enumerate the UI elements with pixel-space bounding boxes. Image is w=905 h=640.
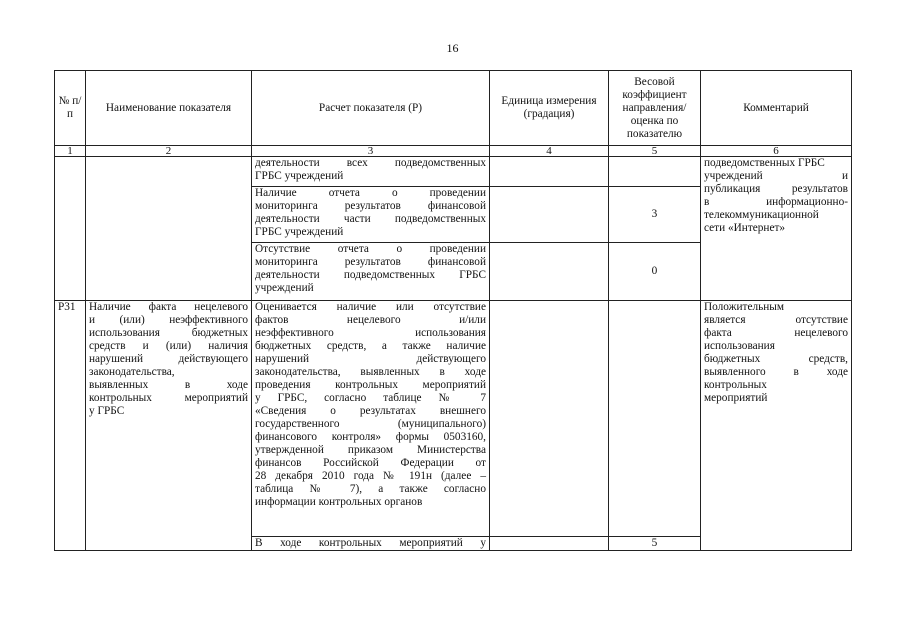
calc-cell xyxy=(252,301,490,537)
header-num: № п/п xyxy=(55,71,86,146)
text-line: использования бюджетных xyxy=(89,327,248,339)
unit-cell xyxy=(490,187,609,243)
text-line: законодательства, выявленных в ходе xyxy=(255,366,486,378)
name-cell xyxy=(86,301,252,551)
text-line: ГРБС учреждений xyxy=(255,226,344,238)
text-line: законодательства, xyxy=(89,366,175,378)
header-comment: Комментарий xyxy=(701,71,852,146)
column-number-row xyxy=(55,146,852,157)
text-line: деятельности всех подведомственных xyxy=(255,157,486,169)
calc-cell xyxy=(252,187,490,243)
header-name: Наименование показателя xyxy=(86,71,252,146)
col-number: 3 xyxy=(252,146,490,157)
text-line: таблица № 7), а также согласно xyxy=(255,483,486,495)
text-line: контрольных xyxy=(704,379,767,391)
text-line: нарушений действующего xyxy=(89,353,248,365)
text-line: является отсутствие xyxy=(704,314,848,326)
comment-cell xyxy=(701,157,852,301)
text-line: бюджетных средств, xyxy=(704,353,848,365)
score-cell xyxy=(609,157,701,187)
header-calc: Расчет показателя (Р) xyxy=(252,71,490,146)
text-line: Отсутствие отчета о проведении xyxy=(255,243,486,255)
header-weight: Весовой коэффициент направления/ оценка по показателю xyxy=(609,71,701,146)
col-number: 6 xyxy=(701,146,852,157)
calc-cell xyxy=(252,537,490,551)
col-number: 2 xyxy=(86,146,252,157)
name-cell-empty xyxy=(86,157,252,301)
text-line: нарушений действующего xyxy=(255,353,486,365)
score-cell: 0 xyxy=(609,243,701,301)
text-line: мониторинга результатов финансовой xyxy=(255,256,486,268)
header-row xyxy=(55,71,852,146)
text-line: сети «Интернет» xyxy=(704,222,786,234)
col-number: 4 xyxy=(490,146,609,157)
text-line: контрольных мероприятий xyxy=(89,392,248,404)
col-number: 5 xyxy=(609,146,701,157)
text-line: деятельности подведомственных ГРБС xyxy=(255,269,486,281)
unit-cell xyxy=(490,301,609,537)
text-line: мероприятий xyxy=(704,392,768,404)
text-line: деятельности части подведомственных xyxy=(255,213,486,225)
text-line: Наличие отчета о проведении xyxy=(255,187,486,199)
text-line: Оценивается наличие или отсутствие xyxy=(255,301,486,313)
text-line: информации контрольных органов xyxy=(255,496,423,508)
text-line: 28 декабря 2010 года № 191н (далее – xyxy=(255,470,486,482)
unit-cell xyxy=(490,537,609,551)
text-line: факта нецелевого xyxy=(704,327,848,339)
score-cell: 3 xyxy=(609,187,701,243)
text-line: публикация результатов xyxy=(704,183,848,195)
text-line: Наличие факта нецелевого xyxy=(89,301,248,313)
text-line: ГРБС учреждений xyxy=(255,170,344,182)
table-row xyxy=(55,157,852,187)
text-line: мониторинга результатов финансовой xyxy=(255,200,486,212)
calc-cell xyxy=(252,157,490,187)
text-line: в информационно- xyxy=(704,196,848,208)
text-line: использования xyxy=(704,340,775,352)
text-line: учреждений xyxy=(255,282,314,294)
text-line: телекоммуникационной xyxy=(704,209,819,221)
unit-cell xyxy=(490,157,609,187)
text-line: утвержденной приказом Министерства xyxy=(255,444,486,456)
num-cell-empty xyxy=(55,157,86,301)
calc-cell xyxy=(252,243,490,301)
text-line: проведения контрольных мероприятий xyxy=(255,379,486,391)
text-line: у ГРБС, согласно таблице № 7 xyxy=(255,392,486,404)
col-number: 1 xyxy=(55,146,86,157)
text-line: «Сведения о результатах внешнего xyxy=(255,405,486,417)
text-line: бюджетных средств, а также наличие xyxy=(255,340,486,352)
score-cell: 5 xyxy=(609,537,701,551)
score-cell xyxy=(609,301,701,537)
text-line: учреждений и xyxy=(704,170,848,182)
text-line: и (или) неэффективного xyxy=(89,314,248,326)
text-line: выявленных в ходе xyxy=(89,379,248,391)
text-line: Положительным xyxy=(704,301,785,313)
indicator-table xyxy=(54,70,852,551)
text-line: у ГРБС xyxy=(89,405,125,417)
text-line: подведомственных ГРБС xyxy=(704,157,825,169)
page-number: 16 xyxy=(446,41,459,55)
comment-cell xyxy=(701,301,852,551)
text-line: средств и (или) наличия xyxy=(89,340,248,352)
text-line: В ходе контрольных мероприятий у xyxy=(255,537,486,549)
table-row-p31 xyxy=(55,301,852,537)
text-line: выявленного в ходе xyxy=(704,366,848,378)
text-line: фактов нецелевого и/или xyxy=(255,314,486,326)
text-line: финансов Российской Федерации от xyxy=(255,457,486,469)
num-cell: Р31 xyxy=(55,301,86,551)
text-line: финансового контроля» формы 0503160, xyxy=(255,431,486,443)
header-unit: Единица измерения (градация) xyxy=(490,71,609,146)
text-line: государственного (муниципального) xyxy=(255,418,486,430)
text-line: неэффективного использования xyxy=(255,327,486,339)
unit-cell xyxy=(490,243,609,301)
